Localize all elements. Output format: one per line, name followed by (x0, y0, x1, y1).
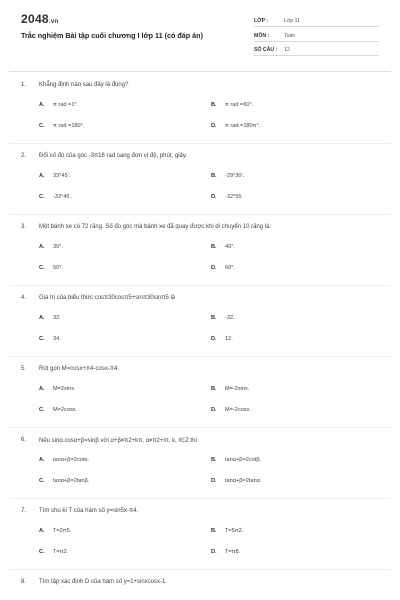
option-d[interactable]: D. 12. (211, 336, 233, 342)
question-divider (9, 498, 391, 499)
meta-class-label: LỚP : (254, 18, 269, 24)
question-text: Tìm tập xác định D của hàm số y=1+sinxcosx-1. (39, 579, 168, 585)
question-number: 1. (21, 82, 27, 88)
question-text: Rút gọn M=cosx+π4-cosx-π4. (39, 366, 119, 372)
option-c[interactable]: C. 34. (39, 336, 61, 342)
question-text: Giá trị của biểu thức cosπ30cosπ5+sinπ30sinπ5 là (39, 295, 176, 301)
question-text: Đổi số đo của góc -3π16 rad sang đơn vị độ, phút, giây. (39, 153, 188, 159)
question-6 (0, 437, 400, 497)
option-a[interactable]: A. M=2sinx. (39, 386, 76, 392)
question-3 (0, 224, 400, 284)
question-divider (9, 569, 391, 570)
option-a[interactable]: A. 30°. (39, 244, 64, 250)
question-8 (0, 579, 400, 599)
meta-count-row (254, 45, 379, 56)
question-divider (9, 356, 391, 357)
meta-class-row (254, 16, 379, 27)
question-number: 2. (21, 153, 27, 159)
question-4 (0, 295, 400, 355)
option-a[interactable]: A. T=2π5. (39, 528, 72, 534)
option-d[interactable]: D. M=-2cosx. (211, 407, 251, 413)
question-1 (0, 82, 400, 142)
site-logo[interactable]: 2048.vn (21, 12, 59, 26)
question-5 (0, 366, 400, 426)
option-d[interactable]: D. T=π8. (211, 549, 241, 555)
question-number: 5. (21, 366, 27, 372)
meta-subject-row (254, 31, 379, 42)
option-c[interactable]: C. π rad =180°. (39, 123, 85, 129)
question-number: 8. (21, 579, 27, 585)
header-divider (9, 71, 391, 72)
question-7 (0, 508, 400, 568)
question-number: 6. (21, 437, 27, 443)
option-a[interactable]: A. 33°45'. (39, 173, 71, 179)
question-text: Khẳng định nào sau đây là đúng? (39, 82, 129, 88)
question-number: 7. (21, 508, 27, 514)
question-2 (0, 153, 400, 213)
option-c[interactable]: C. M=2cosx. (39, 407, 78, 413)
meta-count-label: SỐ CÂU : (254, 47, 278, 53)
question-text: Tìm chu kì T của hàm số y=sin5x-π4. (39, 508, 139, 514)
question-divider (9, 427, 391, 428)
option-c[interactable]: C. T=π2. (39, 549, 69, 555)
question-text: Một bánh xe có 72 răng. Số đo góc mà bánh xe đã quay được khi di chuyển 10 răng là: (39, 224, 272, 230)
question-divider (9, 143, 391, 144)
meta-count-value: 12 (284, 47, 290, 53)
option-c[interactable]: C. -33°45'. (39, 194, 73, 200)
option-d[interactable]: D. tanα+β=2tanα. (211, 478, 262, 484)
option-b[interactable]: B. -29°30'. (211, 173, 245, 179)
option-b[interactable]: B. M=-2sinx. (211, 386, 250, 392)
option-b[interactable]: B. T=5π2. (211, 528, 244, 534)
meta-subject-value: Toán (284, 33, 296, 39)
option-b[interactable]: B. -32. (211, 315, 235, 321)
option-d[interactable]: D. -32°55. (211, 194, 244, 200)
question-number: 3. (21, 224, 27, 230)
option-d[interactable]: D. 60°. (211, 265, 236, 271)
meta-class-value: Lớp 11 (284, 18, 300, 24)
option-a[interactable]: A. π rad =1°. (39, 102, 79, 108)
option-a[interactable]: A. 32. (39, 315, 61, 321)
question-divider (9, 214, 391, 215)
option-d[interactable]: D. π rad =180π°. (211, 123, 261, 129)
option-b[interactable]: B. tanα+β=2cotβ. (211, 457, 262, 463)
option-c[interactable]: C. 50°. (39, 265, 64, 271)
document-header (0, 0, 400, 72)
question-number: 4. (21, 295, 27, 301)
question-divider (9, 285, 391, 286)
option-a[interactable]: A. tanα+β=2cotα. (39, 457, 90, 463)
option-b[interactable]: B. π rad =60°. (211, 102, 254, 108)
option-b[interactable]: B. 40°. (211, 244, 236, 250)
option-c[interactable]: C. tanα+β=2tanβ. (39, 478, 90, 484)
meta-subject-label: MÔN : (254, 33, 270, 39)
document-title: Trắc nghiệm Bài tập cuối chương I lớp 11 (có đáp án) (21, 31, 203, 40)
question-text: Nếu sinα.cosα+β=sinβ với α+β≠π2+kπ, α≠π2+lπ, k, l∈Z thì (39, 438, 198, 444)
